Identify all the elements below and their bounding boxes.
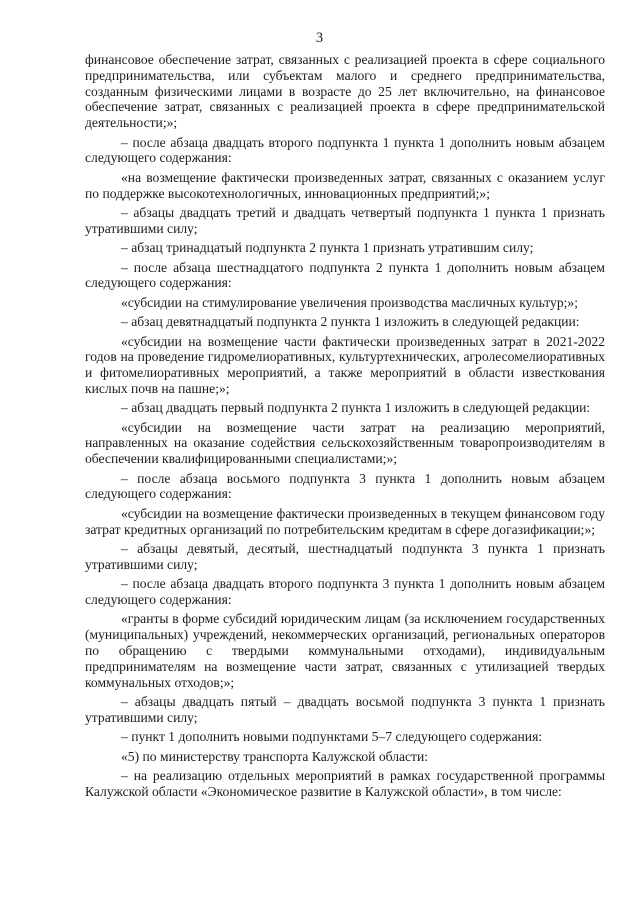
paragraph: – абзацы девятый, десятый, шестнадцатый подпункта 3 пункта 1 признать утратившими силу; bbox=[85, 541, 605, 572]
paragraph: – после абзаца двадцать второго подпункта 1 пункта 1 дополнить новым абзацем следующего содержания: bbox=[85, 134, 605, 166]
paragraph: «субсидии на возмещение части затрат на реализацию мероприятий, направленных на оказание содействия сельскохозяйственным товаропроизводителям в обеспечении квалифицированными специалистами;»; bbox=[85, 419, 605, 467]
paragraph: – абзац тринадцатый подпункта 2 пункта 1 признать утратившим силу; bbox=[121, 240, 534, 256]
paragraph: «на возмещение фактически произведенных затрат, связанных с оказанием услуг по поддержке высокотехнологичных, инновационных предприятий;»; bbox=[85, 169, 605, 201]
page-number: 3 bbox=[315, 30, 324, 46]
paragraph: – после абзаца восьмого подпункта 3 пункта 1 дополнить новым абзацем следующего содержания: bbox=[85, 470, 605, 502]
paragraph: – абзац двадцать первый подпункта 2 пункта 1 изложить в следующей редакции: bbox=[121, 400, 591, 416]
paragraph: «гранты в форме субсидий юридическим лицам (за исключением государственных (муниципальных) учреждений, некоммерческих организаций, региональных операторов по обращению с твердыми коммунальными отходами), индивидуальным предпринимателям на возмещение части затрат, связанных с утилизацией твердых коммунальных отходов;»; bbox=[85, 611, 605, 690]
paragraph: – на реализацию отдельных мероприятий в рамках государственной программы Калужской области «Экономическое развитие в Калужской области», в том числе: bbox=[85, 767, 605, 799]
paragraph: – абзац девятнадцатый подпункта 2 пункта 1 изложить в следующей редакции: bbox=[121, 314, 580, 330]
paragraph: – после абзаца шестнадцатого подпункта 2 пункта 1 дополнить новым абзацем следующего содержания: bbox=[85, 259, 605, 291]
document-body bbox=[85, 52, 605, 803]
paragraph: – абзацы двадцать пятый – двадцать восьмой подпункта 3 пункта 1 признать утратившими силу; bbox=[85, 693, 605, 725]
paragraph: «5) по министерству транспорта Калужской области: bbox=[121, 748, 429, 764]
paragraph: «субсидии на возмещение части фактически произведенных затрат в 2021-2022 годов на проведение гидромелиоративных, культуртехнических, агролесомелиоративных и фитомелиоративных мероприятий, а также мероприятий в области известкования кислых почв на пашне;»; bbox=[85, 333, 605, 396]
paragraph: «субсидии на стимулирование увеличения производства масличных культур;»; bbox=[121, 294, 578, 310]
paragraph: «субсидии на возмещение фактически произведенных в текущем финансовом году затрат кредитных организаций по потребительским кредитам в сфере догазификации;»; bbox=[85, 505, 605, 537]
paragraph: – пункт 1 дополнить новыми подпунктами 5–7 следующего содержания: bbox=[121, 729, 543, 745]
paragraph: финансовое обеспечение затрат, связанных с реализацией проекта в сфере социального предпринимательства, или субъектам малого и среднего предпринимательства, созданным физическими лицами в возрасте до 25 лет включительно, на финансовое обеспечение затрат, связанных с реализацией проекта в сфере предпринимательской деятельности;»; bbox=[85, 52, 605, 131]
paragraph: – после абзаца двадцать второго подпункта 3 пункта 1 дополнить новым абзацем следующего содержания: bbox=[85, 576, 605, 608]
paragraph: – абзацы двадцать третий и двадцать четвертый подпункта 1 пункта 1 признать утратившими силу; bbox=[85, 204, 605, 236]
